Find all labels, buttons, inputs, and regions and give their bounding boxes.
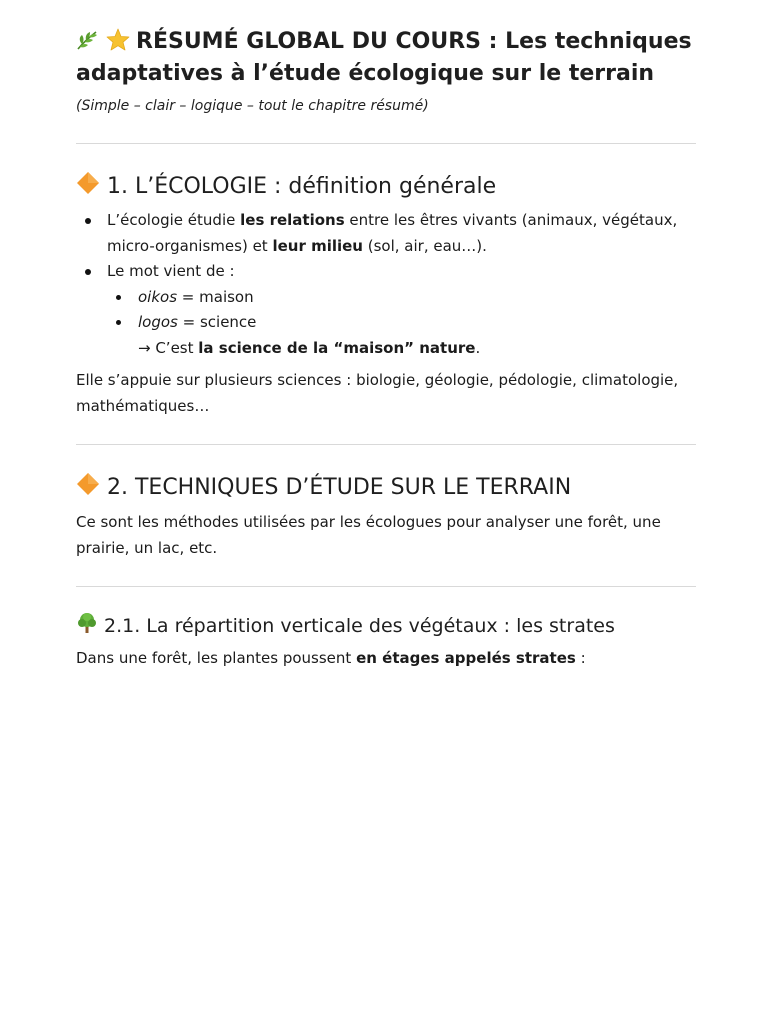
bold-term: la science de la “maison” nature [198,338,476,357]
italic-term: logos [138,313,178,331]
text-run: . [475,338,481,357]
page-title-text: RÉSUMÉ GLOBAL DU COURS : Les techniques adaptatives à l’étude écologique sur le terrain [76,29,692,86]
text-run: L’écologie étudie [107,211,241,229]
tree-icon [76,612,98,641]
document-content [76,27,696,672]
definition-list [76,208,696,361]
paragraph: Elle s’appuie sur plusieurs sciences : biologie, géologie, pédologie, climatologie, mathématiques… [76,371,679,415]
bold-term: en étages appelés strates [356,649,576,667]
list-item [107,285,696,311]
text-run: Le mot vient de : [107,262,235,280]
subsection-heading-strates [76,612,696,641]
page-subtitle: (Simple – clair – logique – tout le chapitre résumé) [76,98,429,114]
conclusion-line [138,336,696,362]
divider [76,143,696,144]
bold-term: leur milieu [272,236,363,255]
text-run: entre les êtres vivants (animaux, végétaux, micro-organismes) et [107,211,678,255]
paragraph: Ce sont les méthodes utilisées par les écologues pour analyser une forêt, une prairie, un lac, etc. [76,513,661,557]
section-heading-text: 1. L’ÉCOLOGIE : définition générale [107,174,497,199]
list-item [76,259,696,361]
list-item [76,208,696,259]
divider [76,444,696,445]
list-item [107,310,696,361]
text-run: (sol, air, eau…). [362,236,487,255]
section-heading-ecologie [76,171,696,203]
subsection-heading-text: 2.1. La répartition verticale des végétaux : les strates [104,615,615,637]
etymology-list [107,285,696,362]
paragraph [76,646,696,672]
italic-term: oikos [138,287,178,306]
text-run: → C’est [138,338,199,357]
text-run: : [575,649,586,667]
text-run: = science [177,313,257,331]
star-icon [106,28,130,59]
text-run: Dans une forêt, les plantes poussent [76,649,357,667]
orange-diamond-icon [76,472,100,504]
bold-term: les relations [240,211,345,229]
leaf-icon [76,29,100,59]
divider [76,586,696,587]
text-run: = maison [177,287,254,306]
page-title [76,27,696,88]
section-heading-text: 2. TECHNIQUES D’ÉTUDE SUR LE TERRAIN [107,475,572,500]
section-heading-techniques [76,472,696,504]
orange-diamond-icon [76,171,100,203]
